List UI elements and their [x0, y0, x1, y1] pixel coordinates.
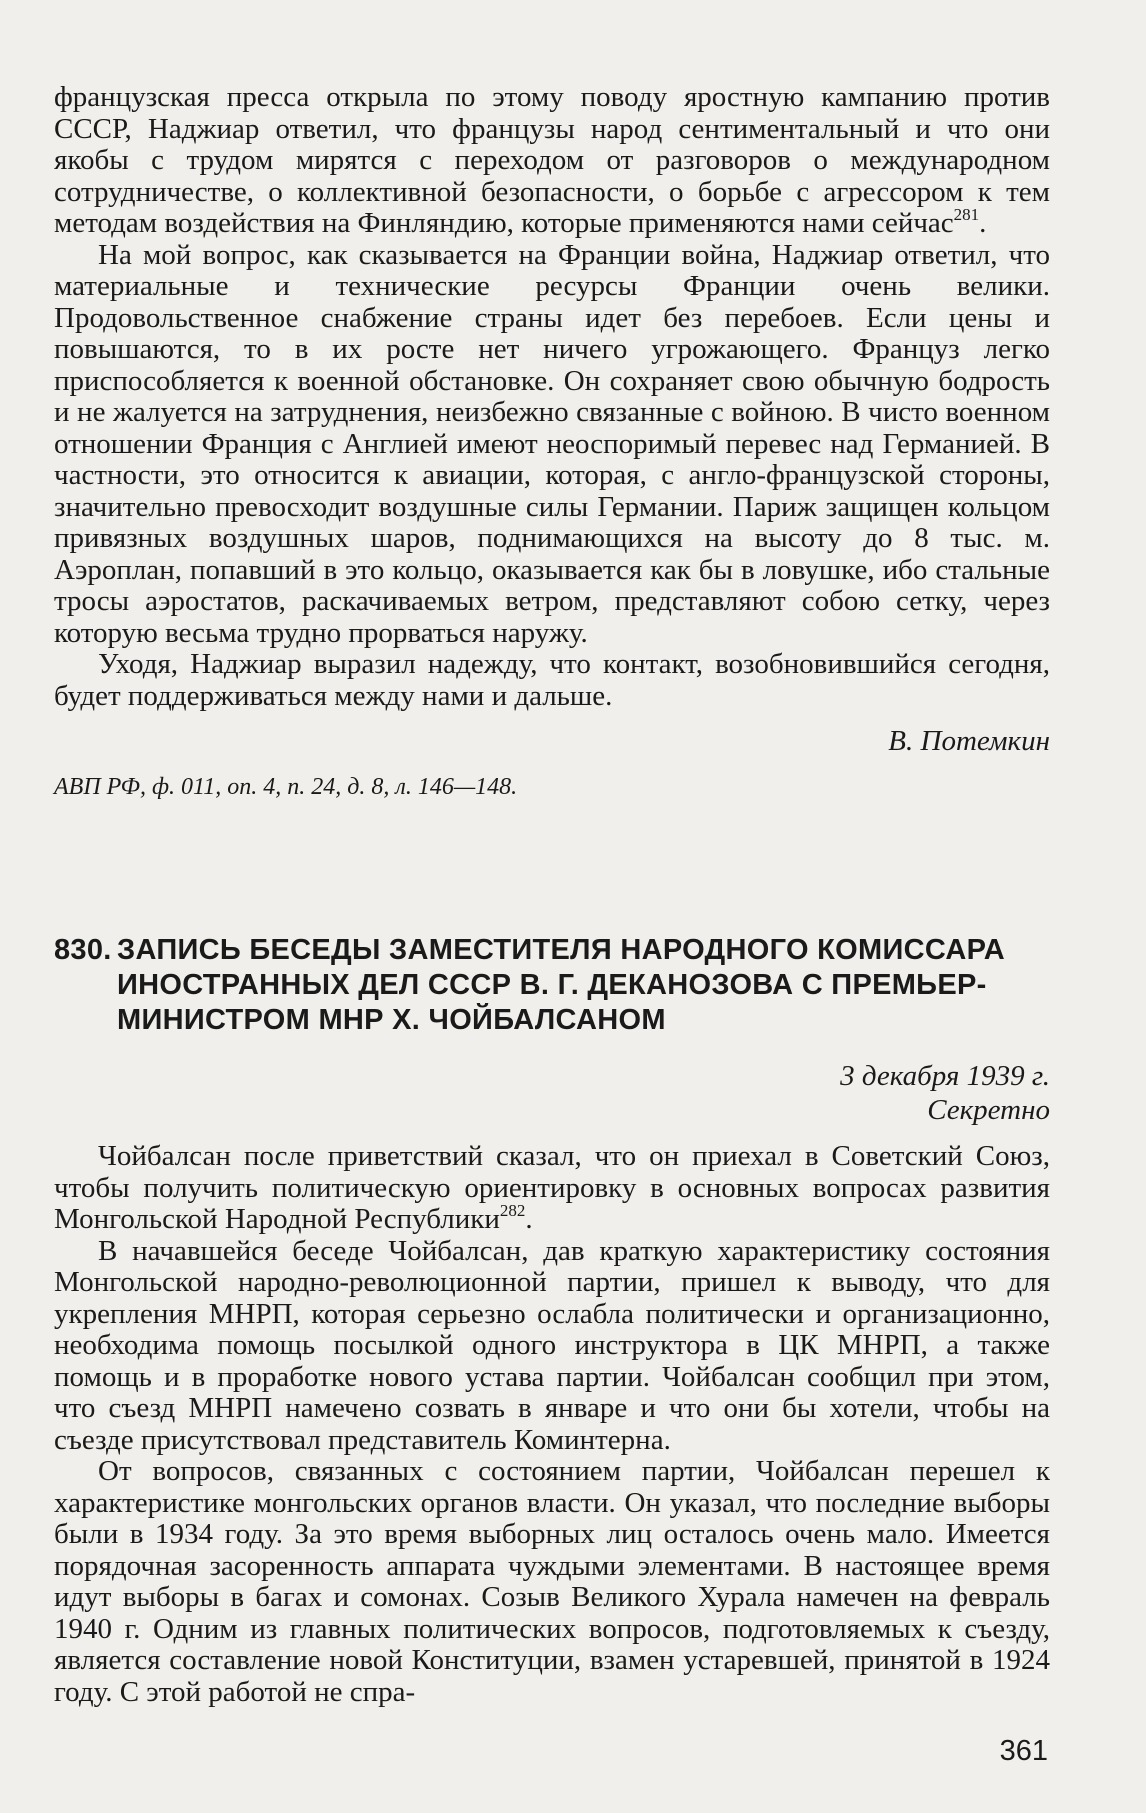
page-number: 361: [999, 1735, 1048, 1767]
signature: В. Потемкин: [888, 725, 1050, 757]
archive-source: АВП РФ, ф. 011, оп. 4, п. 24, д. 8, л. 146—148.: [54, 773, 518, 800]
section-dekanozov-record: [54, 1141, 1050, 1708]
document-title: ЗАПИСЬ БЕСЕДЫ ЗАМЕСТИТЕЛЯ НАРОДНОГО КОМИССАРА ИНОСТРАННЫХ ДЕЛ СССР В. Г. ДЕКАНОЗОВА С ПРЕМЬЕР- МИНИСТРОМ МНР Х. ЧОЙБАЛСАНОМ: [117, 934, 1005, 1036]
paragraph: Чойбалсан после приветствий сказал, что он приехал в Советский Союз, чтобы получить политическую ориентировку в основных вопросах развития Монгольской Народной Республики$^{282}$.: [54, 1140, 1050, 1235]
classification: Секретно: [927, 1094, 1050, 1126]
document-date: 3 декабря 1939 г.: [840, 1060, 1050, 1092]
paragraph: На мой вопрос, как сказывается на Франции война, Наджиар ответил, что материальные и технические ресурсы Франции очень велики. Продовольственное снабжение страны идет без перебоев. Если цены и повышаются, то в их росте нет ничего угрожающего. Француз легко приспособляется к военной обстановке. Он сохраняет свою обычную бодрость и не жалуется на затруднения, неизбежно связанные с войною. В чисто военном отношении Франция с Англией имеют неоспоримый перевес над Германией. В частности, это относится к авиации, которая, с англо-французской стороны, значительно превосходит воздушные силы Германии. Париж защищен кольцом привязных воздушных шаров, поднимающихся на высоту до 8 тыс. м. Аэроплан, попавший в это кольцо, оказывается как бы в ловушке, ибо стальные тросы аэростатов, раскачиваемых ветром, представляют собою сетку, через которую весьма трудно прорваться наружу.: [54, 238, 1050, 649]
paragraph: От вопросов, связанных с состоянием партии, Чойбалсан перешел к характеристике монгольских органов власти. Он указал, что последние выборы были в 1934 году. За это время выборных лиц осталось очень мало. Имеется порядочная засоренность аппарата чуждыми элементами. В настоящее время идут выборы в багах и сомонах. Созыв Великого Хурала намечен на февраль 1940 г. Одним из главных политических вопросов, подготовляемых к съезду, является составление новой Конституции, взамен устаревшей, принятой в 1924 году. С этой работой не спра-: [54, 1455, 1050, 1708]
footnote-ref: 282: [499, 1201, 526, 1220]
paragraph: В начавшейся беседе Чойбалсан, дав краткую характеристику состояния Монгольской народно-революционной партии, пришел к выводу, что для укрепления МНРП, которая серьезно ослабла политически и организационно, необходима помощь посылкой одного инструктора в ЦК МНРП, а также помощь и в проработке нового устава партии. Чойбалсан сообщил при этом, что съезд МНРП намечено созвать в январе и что они бы хотели, чтобы на съезде присутствовал представитель Коминтерна.: [54, 1234, 1050, 1456]
footnote-ref: 281: [953, 205, 980, 224]
document-heading: [54, 933, 1054, 1038]
document-number: 830.: [54, 934, 112, 966]
document-meta: [840, 1059, 1050, 1127]
section-potemkin-record: [54, 82, 1050, 802]
paragraph: французская пресса открыла по этому поводу яростную кампанию против СССР, Наджиар ответил, что французы народ сентиментальный и что они якобы с трудом мирятся с переходом от разговоров о международном сотрудничестве, о коллективной безопасности, о борьбе с агрессором к тем методам воздействия на Финляндию, которые применяются нами сейчас$^{281}$.: [54, 81, 1050, 239]
paragraph: Уходя, Наджиар выразил надежду, что контакт, возобновившийся сегодня, будет поддерживаться между нами и дальше.: [54, 648, 1050, 712]
